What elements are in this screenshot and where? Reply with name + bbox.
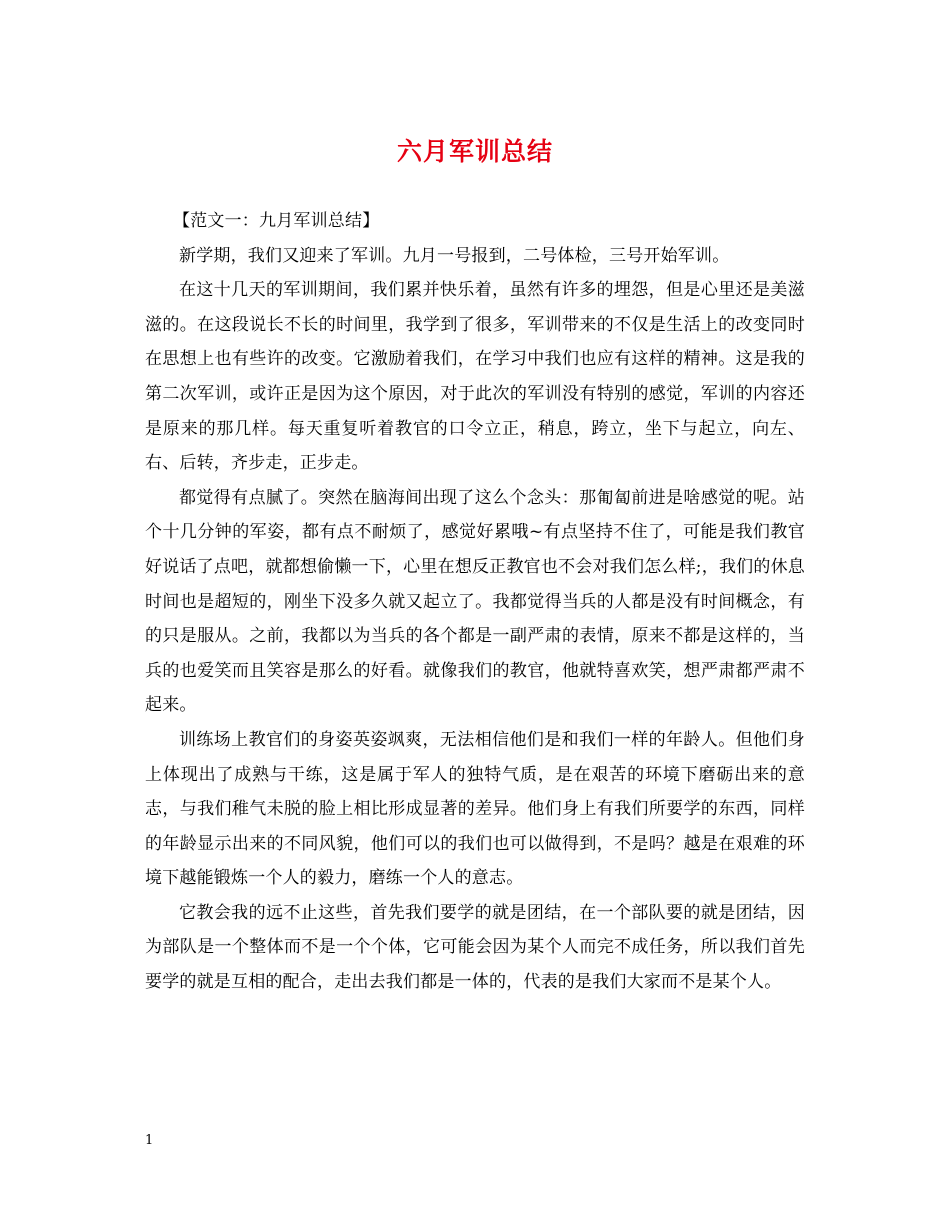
paragraph-4: 训练场上教官们的身姿英姿飒爽，无法相信他们是和我们一样的年龄人。但他们身上体现出了成熟与干练，这是属于军人的独特气质，是在艰苦的环境下磨砺出来的意志，与我们稚气未脱的脸上相比形成显著的差异。他们身上有我们所要学的东西，同样的年龄显示出来的不同风貌，他们可以的我们也可以做得到，不是吗？越是在艰难的环境下越能锻炼一个人的毅力，磨练一个人的意志。 (145, 729, 805, 889)
paragraph-5: 它教会我的远不止这些，首先我们要学的就是团结，在一个部队要的就是团结，因为部队是一个整体而不是一个个体，它可能会因为某个人而完不成任务，所以我们首先要学的就是互相的配合，走出去我们都是一体的，代表的是我们大家而不是某个人。 (145, 902, 805, 993)
document-body (145, 204, 805, 1000)
paragraph-1: 新学期，我们又迎来了军训。九月一号报到，二号体检，三号开始军训。 (179, 245, 730, 266)
paragraph-3: 都觉得有点腻了。突然在脑海间出现了这么个念头：那匍匐前进是啥感觉的呢。站个十几分钟的军姿，都有点不耐烦了，感觉好累哦~有点坚持不住了，可能是我们教官好说话了点吧，就都想偷懒一下，心里在想反正教官也不会对我们怎么样;，我们的休息时间也是超短的，刚坐下没多久就又起立了。我都觉得当兵的人都是没有时间概念，有的只是服从。之前，我都以为当兵的各个都是一副严肃的表情，原来不都是这样的，当兵的也爱笑而且笑容是那么的好看。就像我们的教官，他就特喜欢笑，想严肃都严肃不起来。 (145, 487, 805, 716)
document-title: 六月军训总结 (396, 137, 553, 166)
section-heading: 【范文一：九月军训总结】 (173, 211, 380, 231)
page-number: 1 (145, 1133, 154, 1148)
paragraph-2: 在这十几天的军训期间，我们累并快乐着，虽然有许多的埋怨，但是心里还是美滋滋的。在这段说长不长的时间里，我学到了很多，军训带来的不仅是生活上的改变同时在思想上也有些许的改变。它激励着我们，在学习中我们也应有这样的精神。这是我的第二次军训，或许正是因为这个原因，对于此次的军训没有特别的感觉，军训的内容还是原来的那几样。每天重复听着教官的口令立正，稍息，跨立，坐下与起立，向左、右、后转，齐步走，正步走。 (145, 280, 805, 474)
